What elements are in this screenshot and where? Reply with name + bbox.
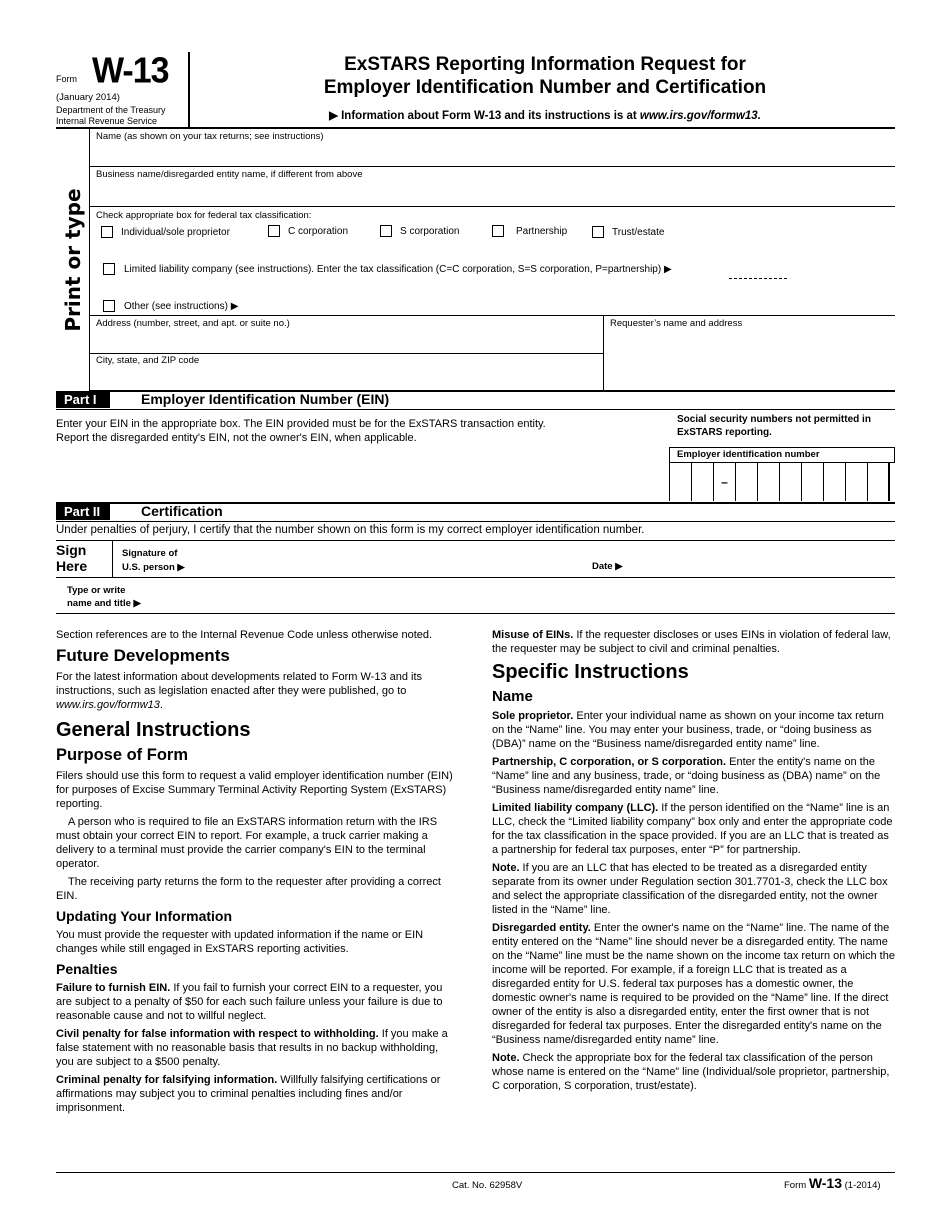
checkbox-label: Trust/estate [612,226,665,238]
ein-digit-1[interactable] [670,463,692,501]
footer-form-id: Form W-13 (1-2014) [784,1175,881,1191]
form-word: Form [56,74,77,84]
name-input[interactable] [90,143,895,165]
divider [56,521,895,522]
city-label: City, state, and ZIP code [96,355,200,366]
perjury-statement: Under penalties of perjury, I certify that the number shown on this form is my correct employer identification number. [56,524,645,536]
ein-cells [669,463,895,501]
checkbox-icon[interactable] [492,225,504,237]
checkbox-icon[interactable] [103,300,115,312]
penalty-failure-to-furnish: Failure to furnish EIN. If you fail to furnish your correct EIN to a requester, you are subject to a penalty of $50 for each such failure unless your failure is due to reasonable cause and not to willful neglect. [56,982,443,1022]
print-or-type-label: Print or type [61,188,85,332]
part2-title: Certification [141,503,223,519]
purpose-heading: Purpose of Form [56,746,189,764]
purpose-paragraph-2: A person who is required to file an ExSTARS information return with the IRS must obtain your correct EIN to report. For example, a truck carrier making a delivery to a terminal must provide the carrier company's EIN to the terminal operator. [56,816,438,870]
sole-proprietor-paragraph: Sole proprietor. Enter your individual name as shown on your income tax return on the “Name” line. You may enter your business, trade, or “doing business as (DBA)” name on the “Business name/disregarded entity name” line. [492,710,884,750]
sign-here-label [56,542,87,574]
disregarded-entity-paragraph: Disregarded entity. Enter the owner's name on the “Name” line. The name of the entity entered on the “Name” line should never be a disregarded entity. The name on the “Name” line must be the name shown on the income tax return on which the income will be reported. For example, if a foreign LLC that is treated as a disregarded entity for U.S. federal tax purposes has a domestic owner, the domestic owner's name is required to be provided on the “Name” line. If the direct owner of the entity is also a disregarded entity, enter the first owner that is not disregarded for federal tax purposes. Enter the disregarded entity's name on the “Business name/disregarded entity name” line. [492,922,895,1046]
checkbox-icon[interactable] [268,225,280,237]
ein-digit-6[interactable] [802,463,824,501]
name-field-label: Name (as shown on your tax returns; see instructions) [96,131,324,142]
date-label: Date ▶ [592,561,623,572]
header-divider [56,127,895,129]
checkbox-icon[interactable] [101,226,113,238]
checkbox-label: S corporation [400,225,460,237]
info-url-link[interactable]: www.irs.gov/formw13. [639,110,761,122]
title-line-2: Employer Identification Number and Certification [323,77,767,98]
divider [56,540,895,541]
classification-label: Check appropriate box for federal tax classification: [96,210,312,221]
signature-input[interactable] [200,542,585,576]
here-line: Here [56,558,88,574]
part1-text-line2: Report the disregarded entity's EIN, not the owner's EIN, when applicable. [56,432,417,444]
ssn-note-line2: ExSTARS reporting. [677,427,772,438]
penalty-civil: Civil penalty for false information with respect to withholding. If you make a false statement with no reasonable basis that results in no backup withholding, you are subject to a $500 penalty. [56,1028,448,1068]
divider [56,613,895,614]
ssn-note [677,413,897,439]
ein-label: Employer identification number [669,447,895,463]
part1-title: Employer Identification Number (EIN) [141,391,390,407]
name-title-label: Type or write name and title ▶ [67,585,141,609]
signature-label: Signature of U.S. person ▶ [122,548,185,573]
business-name-label: Business name/disregarded entity name, if different from above [96,169,363,180]
checkbox-label: Individual/sole proprietor [121,226,230,238]
title-line-1: ExSTARS Reporting Information Request for [344,54,746,75]
ssn-note-line1: Social security numbers not permitted in [677,414,871,425]
footer-form-number: W-13 [808,1175,842,1191]
footer-divider [56,1172,895,1173]
date-input[interactable] [635,542,895,576]
part1-instructions [56,417,656,445]
checkbox-individual[interactable] [101,226,230,238]
misuse-paragraph: Misuse of EINs. If the requester discloses or uses EINs in violation of federal law, the requester may be subject to civil and criminal penalties. [492,629,891,655]
purpose-paragraph-1: Filers should use this form to request a valid employer identification number (EIN) for purposes of Excise Summary Terminal Activity Reporting System (ExSTARS) reporting. [56,770,453,810]
agency: Internal Revenue Service [56,116,158,126]
name-title-input[interactable] [160,580,895,612]
other-label: Other (see instructions) ▶ [124,300,239,312]
ein-box [669,447,895,503]
checkbox-partnership[interactable] [492,225,567,237]
ein-digit-5[interactable] [780,463,802,501]
divider [56,577,895,578]
ein-digit-8[interactable] [846,463,868,501]
checkbox-label: C corporation [288,225,349,237]
future-developments-url[interactable]: www.irs.gov/formw13 [56,699,160,711]
info-line [190,108,900,122]
divider [90,166,895,167]
ein-digit-4[interactable] [758,463,780,501]
checkbox-c-corporation[interactable] [268,225,348,237]
footer-revision: (1-2014) [844,1180,881,1191]
sign-divider [112,540,113,578]
note-llc-paragraph: Note. If you are an LLC that has elected to be treated as a disregarded entity separate from its owner under Regulation section 301.7701-3, check the LLC box and select the appropriate classification of the disregarded entity, not the owner listed in the “Name” line. [492,862,888,916]
checkbox-s-corporation[interactable] [380,225,459,237]
checkbox-llc[interactable] [103,263,672,275]
llc-classification-input[interactable] [729,278,787,279]
form-agency [56,105,166,127]
form-title [190,53,900,99]
note-classification-paragraph: Note. Check the appropriate box for the federal tax classification of the person whose name is entered on the “Name” line (Individual/sole proprietor, partnership, C corporation, S corporation, trust/estate). [492,1052,890,1092]
purpose-paragraph-3: The receiving party returns the form to the requester after providing a correct EIN. [56,876,441,902]
instructions-right-column [492,628,896,1097]
updating-text: You must provide the requester with updated information if the name or EIN changes while still engaged in ExSTARS reporting activities. [56,929,424,955]
checkbox-icon[interactable] [103,263,115,275]
general-instructions-heading: General Instructions [56,719,251,741]
catalog-number: Cat. No. 62958V [452,1180,523,1191]
ein-digit-3[interactable] [736,463,758,501]
instructions-left-column [56,628,456,1119]
address-input[interactable] [90,330,602,352]
info-prefix: ▶ Information about Form W-13 and its instructions is at [329,110,640,122]
checkbox-icon[interactable] [592,226,604,238]
sign-line: Sign [56,542,87,558]
checkbox-other[interactable] [103,300,238,312]
specific-instructions-heading: Specific Instructions [492,661,689,683]
llc-paragraph: Limited liability company (LLC). If the person identified on the “Name” line is an LLC, check the “Limited liability company” box only and enter the appropriate code for the tax classification in the space provided. If you are an LLC that is treated as a partnership for federal tax purposes, enter “P” for partnership. [492,802,893,856]
updating-heading: Updating Your Information [56,908,233,924]
part1-text-line1: Enter your EIN in the appropriate box. The EIN provided must be for the ExSTARS transaction entity. [56,418,546,430]
ein-digit-7[interactable] [824,463,846,501]
form-number: W-13 [92,51,169,91]
section-references: Section references are to the Internal Revenue Code unless otherwise noted. [56,629,433,641]
business-name-input[interactable] [90,181,895,205]
partnership-paragraph: Partnership, C corporation, or S corporation. Enter the entity's name on the “Name” line and any business, trade, or “doing business as (DBA) name” on the “Business name/disregarded entity name” line. [492,756,881,796]
address-label: Address (number, street, and apt. or suite no.) [96,318,290,329]
form-identifier [56,52,190,128]
requester-label: Requester’s name and address [610,318,743,329]
checkbox-icon[interactable] [380,225,392,237]
penalty-criminal: Criminal penalty for falsifying information. Willfully falsifying certifications or affirmations may subject you to criminal penalties including fines and/or imprisonment. [56,1074,441,1114]
part1-tag: Part I [56,391,110,408]
print-or-type-column [56,129,90,391]
future-developments-text: For the latest information about developments related to Form W-13 and its instructions, such as legislation enacted after they were published, go to www.irs.gov/formw13. [56,671,423,711]
divider [56,409,895,410]
penalties-heading: Penalties [56,961,118,977]
department: Department of the Treasury [56,105,166,115]
ein-digit-9[interactable] [868,463,890,501]
divider [90,206,895,207]
ein-digit-2[interactable] [692,463,714,501]
divider [90,315,895,316]
city-state-zip-input[interactable] [90,367,602,389]
checkbox-label: Partnership [516,225,568,237]
part2-tag: Part II [56,503,110,520]
divider [90,353,603,354]
requester-input[interactable] [604,330,895,390]
checkbox-trust-estate[interactable] [592,226,664,238]
future-developments-heading: Future Developments [56,646,230,665]
name-heading: Name [492,688,533,705]
form-date: (January 2014) [56,92,120,103]
llc-label: Limited liability company (see instructions). Enter the tax classification (C=C corporation, S=S corporation, P=partnership) ▶ [124,263,672,275]
ein-dash: – [714,463,736,501]
